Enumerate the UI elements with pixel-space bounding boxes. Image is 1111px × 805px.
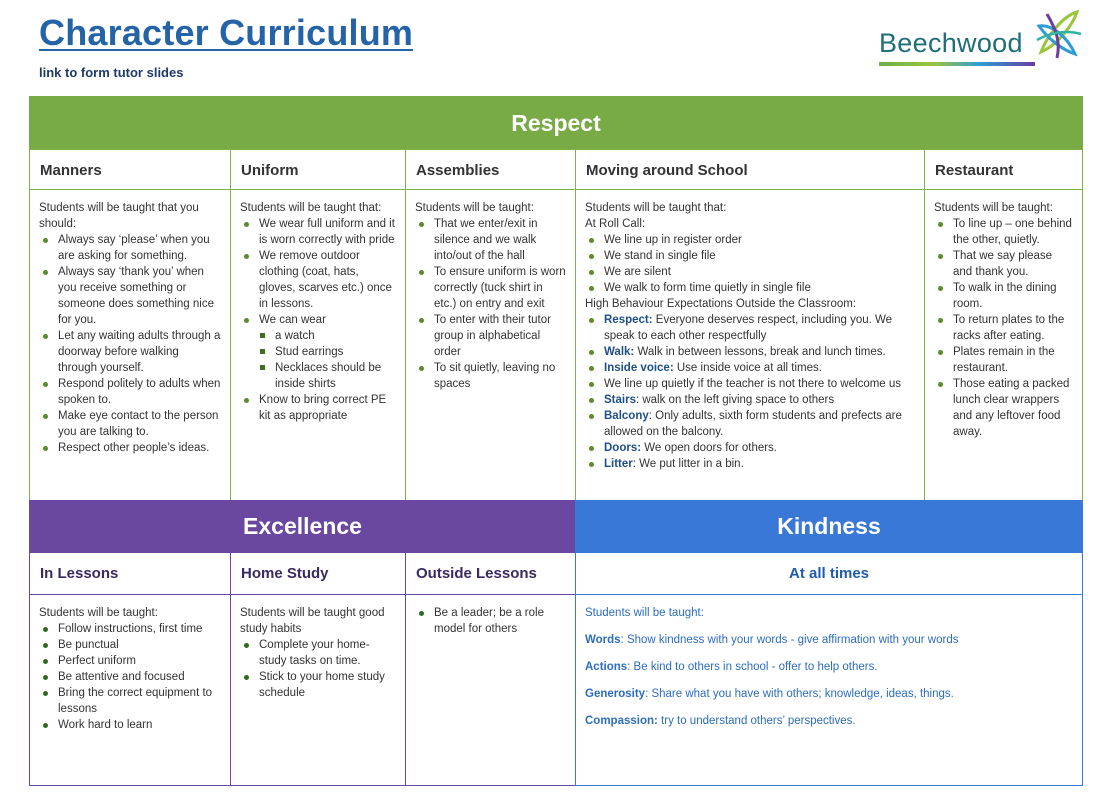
list-item: Respect other people’s ideas. — [39, 440, 221, 456]
list-item: Always say ‘thank you’ when you receive something or someone does something nice for you. — [39, 264, 221, 328]
logo-ribbon-icon — [1033, 6, 1083, 62]
list-item: Be attentive and focused — [39, 669, 221, 685]
assemblies-intro: Students will be taught: — [415, 202, 534, 214]
list-item: That we say please and thank you. — [934, 248, 1073, 280]
list-item: That we enter/exit in silence and we walk into/out of the hall — [415, 216, 566, 264]
curriculum-table — [29, 96, 1083, 786]
kindness-content — [575, 594, 1083, 786]
logo-underline — [879, 62, 1035, 66]
list-item: Walk: Walk in between lessons, break and lunch times. — [585, 344, 915, 360]
restaurant-intro: Students will be taught: — [934, 202, 1053, 214]
list-item: Stairs: walk on the left giving space to others — [585, 392, 915, 408]
list-item: Inside voice: Use inside voice at all times. — [585, 360, 915, 376]
page-title: Character Curriculum — [39, 12, 414, 53]
kindness-item: Words: Show kindness with your words - give affirmation with your words — [585, 634, 959, 646]
outside-classroom-list — [585, 312, 915, 472]
list-item: Always say ‘please’ when you are asking for something. — [39, 232, 221, 264]
list-item: We line up in register order — [585, 232, 915, 248]
list-item: We remove outdoor clothing (coat, hats, gloves, scarves etc.) once in lessons. — [240, 248, 396, 312]
uniform-list-after — [240, 392, 396, 424]
list-item: a watch — [240, 328, 396, 344]
heading-manners: Manners — [29, 149, 231, 190]
list-item: Let any waiting adults through a doorway before walking through yourself. — [39, 328, 221, 376]
list-item: To sit quietly, leaving no spaces — [415, 360, 566, 392]
rollcall-list — [585, 232, 915, 296]
list-item: We wear full uniform and it is worn correctly with pride — [240, 216, 396, 248]
list-item: We are silent — [585, 264, 915, 280]
list-item: To line up – one behind the other, quietly. — [934, 216, 1073, 248]
manners-intro: Students will be taught that you should: — [39, 202, 199, 230]
list-item: We line up quietly if the teacher is not there to welcome us — [585, 376, 915, 392]
list-item: To walk in the dining room. — [934, 280, 1073, 312]
home-study-list — [240, 637, 396, 701]
in-lessons-content — [29, 594, 231, 786]
outside-lessons-content — [405, 594, 576, 786]
list-item: We can wear — [240, 312, 396, 328]
list-item: To ensure uniform is worn correctly (tuck shirt in etc.) on entry and exit — [415, 264, 566, 312]
moving-around-school-content — [575, 189, 925, 501]
outside-classroom-label: High Behaviour Expectations Outside the Classroom: — [585, 298, 857, 310]
list-item: Stick to your home study schedule — [240, 669, 396, 701]
uniform-intro: Students will be taught that: — [240, 202, 382, 214]
heading-restaurant: Restaurant — [924, 149, 1083, 190]
list-item: Be a leader; be a role model for others — [415, 605, 566, 637]
moving-intro: Students will be taught that: — [585, 202, 727, 214]
assemblies-content — [405, 189, 576, 501]
manners-list — [39, 232, 221, 456]
kindness-item: Compassion: try to understand others’ perspectives. — [585, 715, 856, 727]
list-item: We walk to form time quietly in single file — [585, 280, 915, 296]
list-item: Bring the correct equipment to lessons — [39, 685, 221, 717]
list-item: Know to bring correct PE kit as appropriate — [240, 392, 396, 424]
uniform-content — [230, 189, 406, 501]
list-item: Necklaces should be inside shirts — [240, 360, 396, 392]
respect-band-label: Respect — [511, 109, 601, 136]
list-item: We stand in single file — [585, 248, 915, 264]
list-item: Respond politely to adults when spoken to. — [39, 376, 221, 408]
kindness-band-label: Kindness — [777, 513, 881, 539]
list-item: Complete your home-study tasks on time. — [240, 637, 396, 669]
restaurant-list — [934, 216, 1073, 440]
manners-content — [29, 189, 231, 501]
kindness-band — [575, 500, 1083, 553]
list-item: Make eye contact to the person you are talking to. — [39, 408, 221, 440]
in-lessons-intro: Students will be taught: — [39, 607, 158, 619]
tutor-slides-link[interactable]: link to form tutor slides — [39, 65, 184, 80]
heading-outside-lessons: Outside Lessons — [405, 552, 576, 595]
respect-band — [29, 96, 1083, 150]
list-item: Litter: We put litter in a bin. — [585, 456, 915, 472]
in-lessons-list — [39, 621, 221, 733]
outside-lessons-list — [415, 605, 566, 637]
home-study-content — [230, 594, 406, 786]
list-item: Perfect uniform — [39, 653, 221, 669]
list-item: Follow instructions, first time — [39, 621, 221, 637]
kindness-intro: Students will be taught: — [585, 607, 704, 619]
list-item: Stud earrings — [240, 344, 396, 360]
list-item: Work hard to learn — [39, 717, 221, 733]
logo-wordmark: Beechwood — [879, 28, 1023, 58]
list-item: Respect: Everyone deserves respect, including you. We speak to each other respectfully — [585, 312, 915, 344]
list-item: To return plates to the racks after eating. — [934, 312, 1073, 344]
beechwood-logo — [877, 6, 1087, 70]
heading-uniform: Uniform — [230, 149, 406, 190]
heading-assemblies: Assemblies — [405, 149, 576, 190]
heading-home-study: Home Study — [230, 552, 406, 595]
heading-moving-around-school: Moving around School — [575, 149, 925, 190]
heading-at-all-times: At all times — [575, 552, 1083, 595]
list-item: Plates remain in the restaurant. — [934, 344, 1073, 376]
kindness-item: Generosity: Share what you have with others; knowledge, ideas, things. — [585, 688, 954, 700]
heading-in-lessons: In Lessons — [29, 552, 231, 595]
assemblies-list — [415, 216, 566, 392]
list-item: Be punctual — [39, 637, 221, 653]
list-item: Balcony: Only adults, sixth form students and prefects are allowed on the balcony. — [585, 408, 915, 440]
home-study-intro: Students will be taught good study habits — [240, 607, 385, 635]
uniform-sublist — [240, 328, 396, 392]
list-item: Doors: We open doors for others. — [585, 440, 915, 456]
rollcall-label: At Roll Call: — [585, 218, 646, 230]
list-item: Those eating a packed lunch clear wrappers and any leftover food away. — [934, 376, 1073, 440]
excellence-band-label: Excellence — [243, 513, 362, 539]
excellence-band — [29, 500, 576, 553]
list-item: To enter with their tutor group in alphabetical order — [415, 312, 566, 360]
restaurant-content — [924, 189, 1083, 501]
kindness-item: Actions: Be kind to others in school - offer to help others. — [585, 661, 878, 673]
uniform-list — [240, 216, 396, 328]
